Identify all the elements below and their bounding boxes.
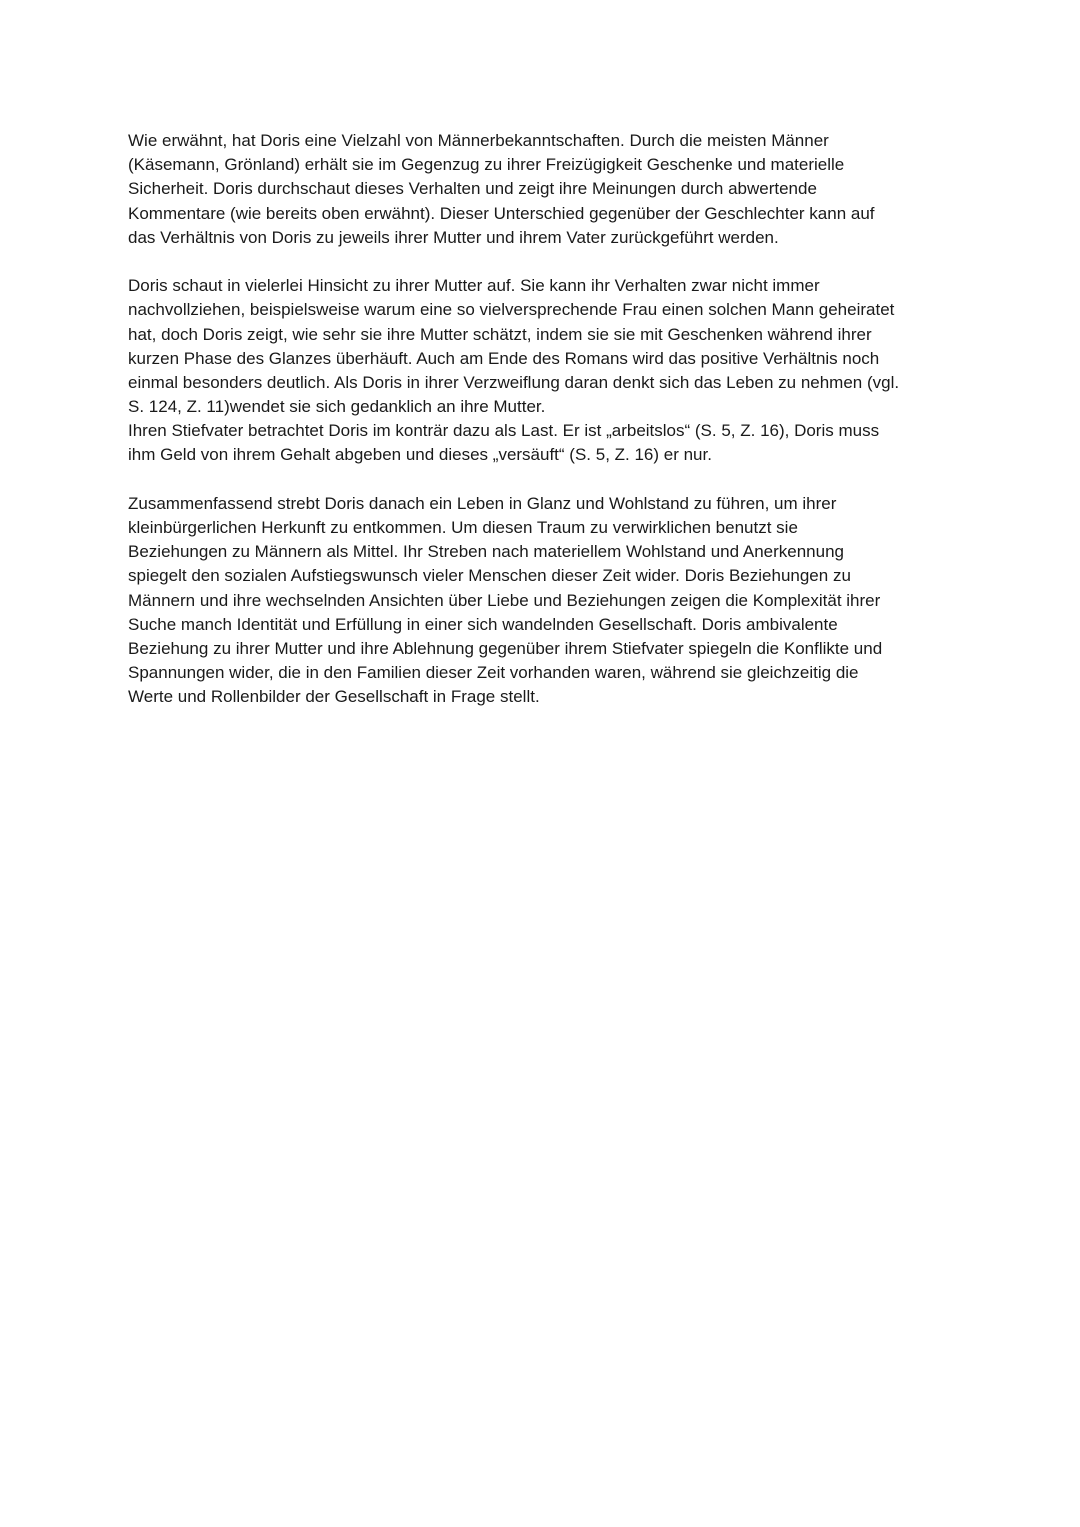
document-body xyxy=(128,129,958,710)
text-line: Doris schaut in vielerlei Hinsicht zu ihrer Mutter auf. Sie kann ihr Verhalten zwar nicht immer xyxy=(128,276,820,296)
text-line: Männern und ihre wechselnden Ansichten über Liebe und Beziehungen zeigen die Komplexität ihrer xyxy=(128,590,881,610)
text-line: kurzen Phase des Glanzes überhäuft. Auch am Ende des Romans wird das positive Verhältnis noch xyxy=(128,348,880,368)
text-line: (Käsemann, Grönland) erhält sie im Gegenzug zu ihrer Freizügigkeit Geschenke und materielle xyxy=(128,155,845,175)
text-line: das Verhältnis von Doris zu jeweils ihrer Mutter und ihrem Vater zurückgeführt werden. xyxy=(128,227,779,247)
paragraph-1 xyxy=(128,129,958,250)
text-line: Werte und Rollenbilder der Gesellschaft in Frage stellt. xyxy=(128,687,540,707)
text-line: einmal besonders deutlich. Als Doris in ihrer Verzweiflung daran denkt sich das Leben zu nehmen (vgl. xyxy=(128,372,900,392)
text-line: ihm Geld von ihrem Gehalt abgeben und dieses „versäuft“ (S. 5, Z. 16) er nur. xyxy=(128,445,712,465)
text-line: Sicherheit. Doris durchschaut dieses Verhalten und zeigt ihre Meinungen durch abwertende xyxy=(128,179,817,199)
text-line: hat, doch Doris zeigt, wie sehr sie ihre Mutter schätzt, indem sie sie mit Geschenken während ihrer xyxy=(128,324,872,344)
text-line: Beziehungen zu Männern als Mittel. Ihr Streben nach materiellem Wohlstand und Anerkennung xyxy=(128,542,845,562)
text-line: Wie erwähnt, hat Doris eine Vielzahl von Männerbekanntschaften. Durch die meisten Männer xyxy=(128,131,829,150)
text-line: Zusammenfassend strebt Doris danach ein Leben in Glanz und Wohlstand zu führen, um ihrer xyxy=(128,493,837,513)
text-line: Kommentare (wie bereits oben erwähnt). Dieser Unterschied gegenüber der Geschlechter kann auf xyxy=(128,203,875,223)
paragraph-spacer xyxy=(128,468,958,492)
text-line: kleinbürgerlichen Herkunft zu entkommen. Um diesen Traum zu verwirklichen benutzt sie xyxy=(128,518,798,537)
text-line: nachvollziehen, beispielsweise warum eine so vielversprechende Frau einen solchen Mann geheiratet xyxy=(128,300,895,320)
paragraph-3 xyxy=(128,492,958,710)
text-line: spiegelt den sozialen Aufstiegswunsch vieler Menschen dieser Zeit wider. Doris Beziehungen zu xyxy=(128,566,851,586)
text-line: Beziehung zu ihrer Mutter und ihre Ablehnung gegenüber ihrem Stiefvater spiegeln die Konflikte und xyxy=(128,638,883,658)
text-line: Ihren Stiefvater betrachtet Doris im konträr dazu als Last. Er ist „arbeitslos“ (S. 5, Z. 16), Doris muss xyxy=(128,421,880,441)
text-line: Suche manch Identität und Erfüllung in einer sich wandelnden Gesellschaft. Doris ambivalente xyxy=(128,614,838,634)
text-line: S. 124, Z. 11)wendet sie sich gedanklich an ihre Mutter. xyxy=(128,397,546,417)
paragraph-spacer xyxy=(128,250,958,274)
paragraph-2 xyxy=(128,274,958,468)
text-line: Spannungen wider, die in den Familien dieser Zeit vorhanden waren, während sie gleichzeitig die xyxy=(128,663,859,683)
